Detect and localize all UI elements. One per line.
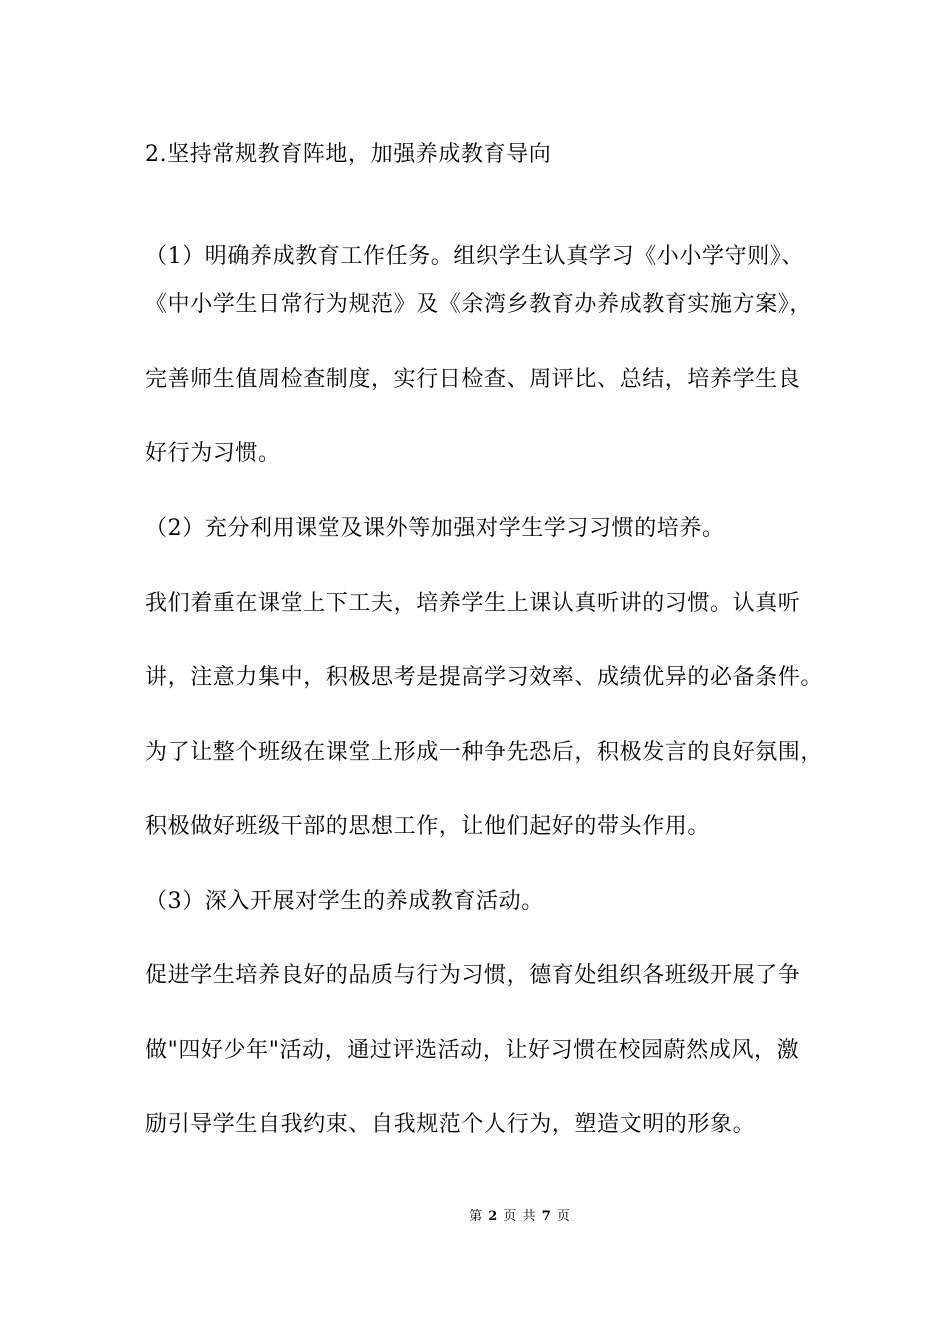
current-page-number: 2 [488,1209,499,1224]
footer-prefix: 第 [469,1209,484,1224]
paragraph-line: 讲，注意力集中，积极思考是提高学习效率、成绩优异的必备条件。 [145,665,824,690]
total-page-number: 7 [541,1209,552,1224]
paragraph-line: 完善师生值周检查制度，实行日检查、周评比、总结，培养学生良 [145,367,801,392]
paragraph-line: 为了让整个班级在课堂上形成一种争先恐后，积极发言的良好氛围， [145,740,824,765]
paragraph-line: 促进学生培养良好的品质与行为习惯，德育处组织各班级开展了争 [145,963,801,988]
paragraph-line: 励引导学生自我约束、自我规范个人行为，塑造文明的形象。 [145,1112,756,1137]
paragraph-line: （2）充分利用课堂及课外等加强对学生学习习惯的培养。 [145,516,725,541]
paragraph-line: （1）明确养成教育工作任务。组织学生认真学习《小小学守则》、 [145,244,804,269]
paragraph-line: 积极做好班级干部的思想工作，让他们起好的带头作用。 [145,814,711,839]
paragraph-line: 好行为习惯。 [145,441,281,466]
paragraph-line: 我们着重在课堂上下工夫，培养学生上课认真听讲的习惯。认真听 [145,591,801,616]
paragraph-line: 《中小学生日常行为规范》及《余湾乡教育办养成教育实施方案》， [145,292,813,317]
paragraph-line: （3）深入开展对学生的养成教育活动。 [145,889,544,914]
section-heading: 2.坚持常规教育阵地，加强养成教育导向 [145,142,552,167]
paragraph-line: 做"四好少年"活动，通过评选活动，让好习惯在校园蔚然成风，激 [145,1038,800,1063]
page-number-footer [0,1208,950,1226]
footer-middle: 页 共 [503,1209,537,1224]
footer-suffix: 页 [556,1209,571,1224]
